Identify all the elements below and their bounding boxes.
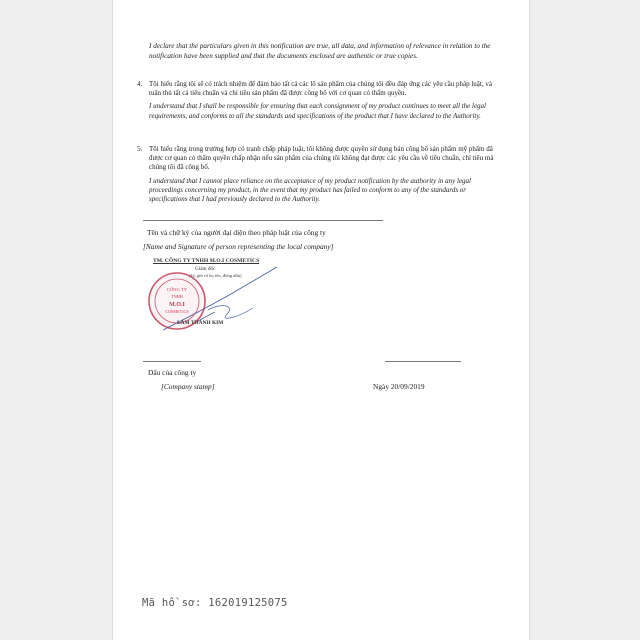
- seal-line-4: COSMETICS: [165, 309, 189, 314]
- director-title: Giám đốc: [195, 266, 216, 272]
- item-text-vietnamese: Tôi hiểu rằng tôi sẽ có trách nhiệm để đảm bảo tất cả các lô sản phẩm của chúng tôi đều đáp ứng các yêu cầu pháp luật, và tuân thủ tất cả tiêu chuẩn và chỉ tiêu sản phẩm đã được công bố với cơ quan có thẩm quyền.: [149, 80, 492, 98]
- company-name-line: TM. CÔNG TY TNHH M.O.I COSMETICS: [153, 258, 260, 264]
- signature-date: Ngày 20/09/2019: [373, 382, 425, 391]
- signature-label-english: [Name and Signature of person representing the local company]: [143, 242, 334, 251]
- stamp-label: Dấu của công ty: [148, 368, 197, 377]
- seal-line-3: M.O.I: [169, 302, 185, 308]
- list-item-4: [137, 80, 495, 121]
- list-item-5: [137, 145, 495, 204]
- declaration-english: I declare that the particulars given in this notification are true, all data, and information of relevance in relation to the notification have been supplied and that the documents enclosed are authentic or true copies.: [149, 42, 491, 60]
- stamp-label-english: [Company stamp]: [161, 382, 215, 391]
- signature-label: Tên và chữ ký của người đại diện theo pháp luật của công ty: [147, 228, 326, 237]
- item-text-english: I understand that I cannot place reliance on the acceptance of my product notification by the authority in any legal proceedings concerning my product, in the event that my product has failed to conform to any of the standards or specifications that I had previously declared to the Authority.: [149, 176, 471, 204]
- signature-divider: [143, 220, 383, 221]
- date-divider: [385, 361, 461, 362]
- record-id: Mã hồ sơ: 162019125075: [142, 597, 288, 609]
- item-number: 5.: [137, 145, 143, 153]
- signature-note: (ký, ghi rõ họ tên, đóng dấu): [189, 273, 242, 278]
- document-page: [112, 0, 530, 640]
- item-number: 4.: [137, 80, 143, 88]
- item-text-vietnamese: Tôi hiểu rằng trong trường hợp có tranh chấp pháp luật, tôi không được quyền sử dụng bản công bố sản phẩm mỹ phẩm đã được cơ quan có thẩm quyền chấp nhận nếu sản phẩm của chúng tôi không đạt được các yêu cầu về tiêu chuẩn, chỉ tiêu mà chúng tôi đã công bố.: [149, 145, 494, 172]
- seal-line-1: CÔNG TY: [166, 287, 188, 292]
- signer-name: LÂM THÀNH KIM: [177, 320, 224, 326]
- stamp-divider: [143, 361, 201, 362]
- seal-line-2: TNHH: [171, 294, 183, 299]
- item-text-english: I understand that I shall be responsible for ensuring that each consignment of my product continues to meet all the legal requirements, and conforms to all the standards and specifications of the product that I have declared to the Authority.: [149, 102, 486, 120]
